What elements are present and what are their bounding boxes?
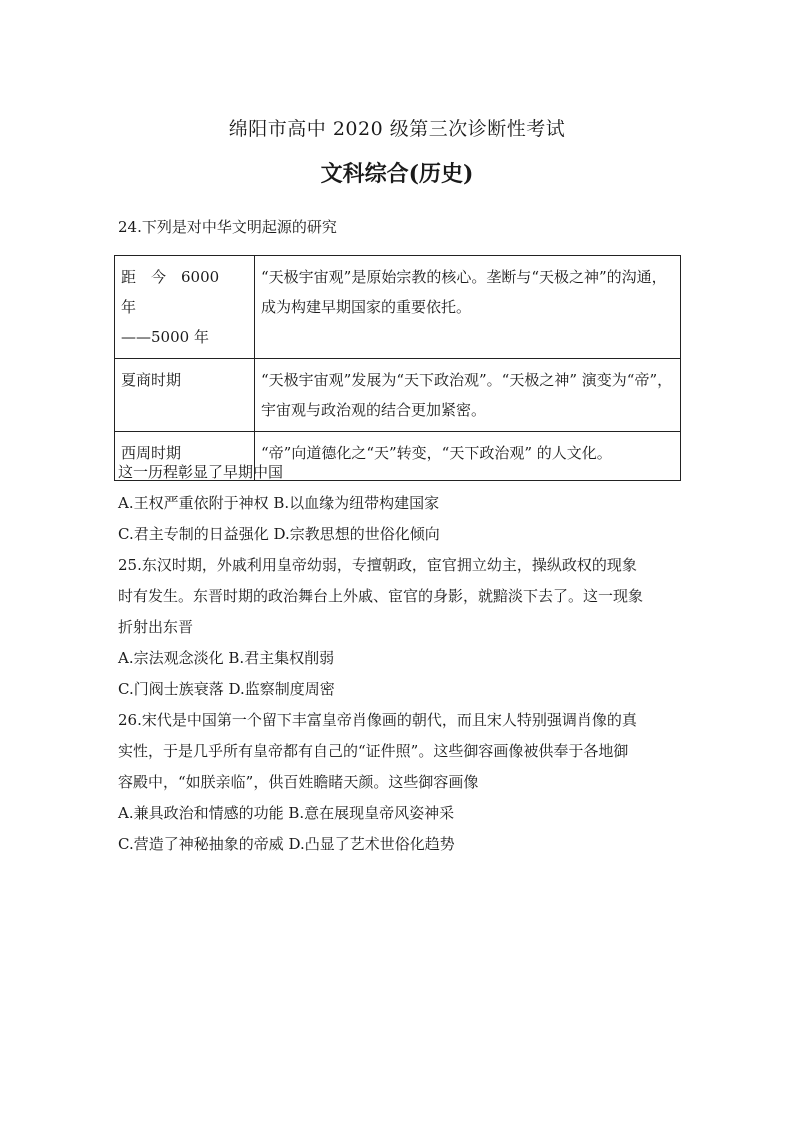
exam-subtitle: 文科综合(历史) (320, 161, 474, 187)
question-25-options-cd: C.门阀士族衰落 D.监察制度周密 (118, 680, 335, 698)
period-cell: 西周时期 (115, 432, 255, 481)
question-24-stem: 24.下列是对中华文明起源的研究 (118, 218, 337, 236)
question-24-options-ab: A.王权严重依附于神权 B.以血缘为纽带构建国家 (118, 494, 440, 512)
description-cell: “帝”向道德化之“天”转变，“天下政治观” 的人文化。 (255, 432, 681, 481)
question-26-options-cd: C.营造了神秘抽象的帝威 D.凸显了艺术世俗化趋势 (118, 835, 455, 853)
question-26-line-2: 实性，于是几乎所有皇帝都有自己的“证件照”。这些御容画像被供奉于各地御 (118, 742, 629, 760)
exam-title: 绵阳市高中 2020 级第三次诊断性考试 (228, 118, 566, 140)
table-row (115, 256, 681, 359)
period-line-1: 距 今 6000 年 (121, 268, 235, 316)
question-24-prompt: 这一历程彰显了早期中国 (118, 463, 284, 481)
question-24-options-cd: C.君主专制的日益强化 D.宗教思想的世俗化倾向 (118, 525, 440, 543)
question-25-line-1: 25.东汉时期，外戚利用皇帝幼弱，专擅朝政，宦官拥立幼主，操纵政权的现象 (118, 556, 637, 574)
question-26-options-ab: A.兼具政治和情感的功能 B.意在展现皇帝风姿神采 (118, 804, 455, 822)
description-cell: “天极宇宙观”是原始宗教的核心。垄断与“天极之神”的沟通，成为构建早期国家的重要依托。 (255, 256, 681, 359)
question-26-line-3: 容殿中，“如朕亲临”，供百姓瞻睹天颜。这些御容画像 (118, 773, 479, 791)
question-25-options-ab: A.宗法观念淡化 B.君主集权削弱 (118, 649, 335, 667)
period-cell: 夏商时期 (115, 359, 255, 432)
table-row (115, 359, 681, 432)
civilization-origin-table (114, 255, 681, 481)
question-body (118, 457, 683, 860)
period-line-2: ——5000 年 (121, 328, 209, 346)
period-cell (115, 256, 255, 359)
question-25-line-3: 折射出东晋 (118, 618, 194, 636)
question-25-line-2: 时有发生。东晋时期的政治舞台上外戚、宦官的身影，就黯淡下去了。这一现象 (118, 587, 644, 605)
question-26-line-1: 26.宋代是中国第一个留下丰富皇帝肖像画的朝代，而且宋人特别强调肖像的真 (118, 711, 637, 729)
description-cell: “天极宇宙观”发展为“天下政治观”。“天极之神” 演变为“帝”，宇宙观与政治观的结合更加紧密。 (255, 359, 681, 432)
